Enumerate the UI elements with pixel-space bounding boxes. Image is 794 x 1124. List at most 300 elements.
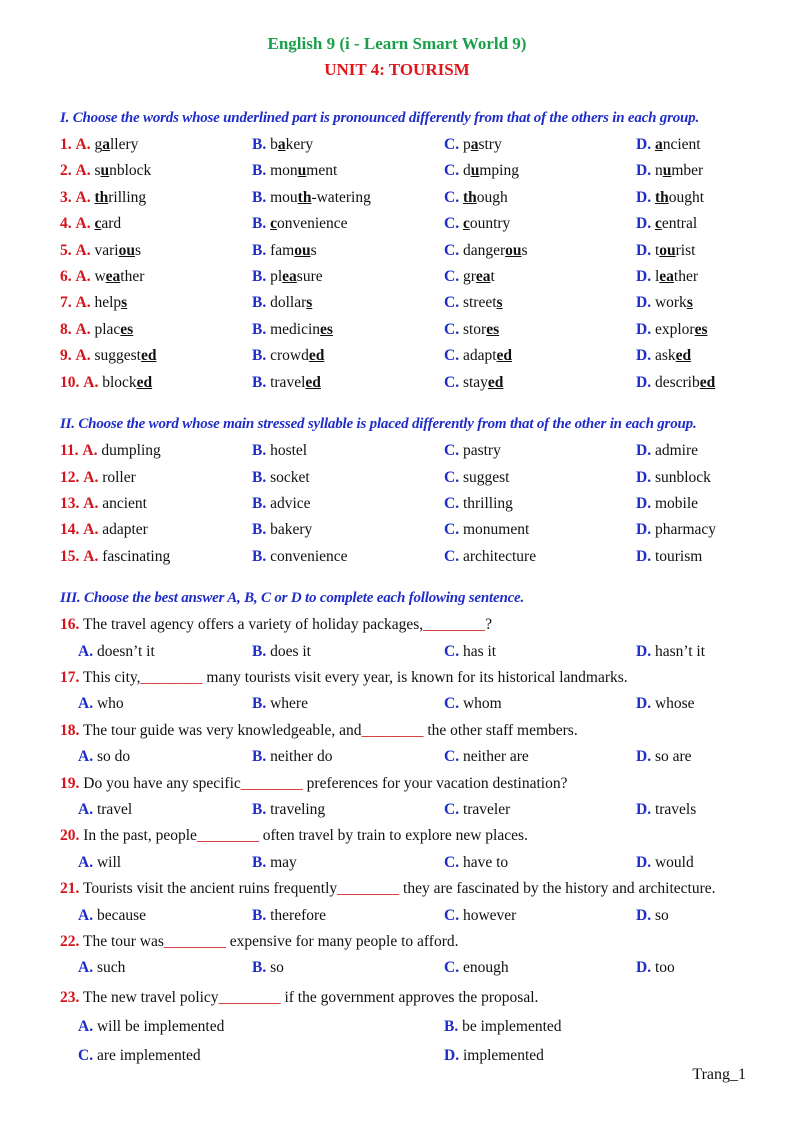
- option-text: however: [462, 907, 517, 924]
- option-word: admire: [654, 442, 698, 459]
- answer-option: [60, 136, 138, 154]
- option-word: sunblock: [654, 469, 711, 486]
- underlined-part: u: [297, 162, 307, 179]
- option-letter: C.: [444, 748, 460, 765]
- sentence-text: [60, 775, 567, 793]
- sentence-before: This city,: [82, 669, 141, 686]
- sentence-before: The tour was: [82, 933, 164, 950]
- option-letter: C.: [444, 268, 460, 285]
- question-number: 8.: [60, 321, 72, 338]
- underlined-part: ea: [282, 268, 297, 285]
- word-suffix: mping: [479, 162, 519, 179]
- underlined-part: ou: [505, 242, 522, 259]
- answer-option: [636, 347, 691, 365]
- option-letter: A.: [78, 643, 94, 660]
- answer-option: [252, 268, 323, 286]
- sentence-text: [60, 669, 628, 687]
- underlined-part: ea: [475, 268, 491, 285]
- answer-option: [252, 548, 348, 566]
- question-number: 21.: [60, 880, 80, 897]
- option-letter: D.: [636, 469, 652, 486]
- option-letter: C.: [444, 854, 460, 871]
- word-prefix: suggest: [94, 347, 141, 364]
- word-prefix: b: [270, 136, 278, 153]
- option-text: neither are: [462, 748, 529, 765]
- answer-option: [60, 162, 151, 180]
- option-letter: B.: [252, 469, 267, 486]
- question-row: [60, 374, 760, 396]
- answer-option: [636, 215, 697, 233]
- option-letter: D.: [636, 347, 652, 364]
- question-row: [60, 215, 760, 237]
- answer-blank: ________: [361, 722, 424, 739]
- sentence-before: Tourists visit the ancient ruins frequently: [82, 880, 338, 897]
- answer-option: [60, 521, 148, 539]
- option-text: doesn’t it: [96, 643, 155, 660]
- underlined-part: s: [496, 294, 503, 311]
- option-letter: C.: [444, 469, 460, 486]
- option-word: socket: [270, 469, 310, 486]
- option-letter: D.: [636, 801, 652, 818]
- option-letter: A.: [78, 854, 94, 871]
- question-row: [60, 189, 760, 211]
- option-letter: C.: [444, 695, 460, 712]
- underlined-part: ed: [496, 347, 513, 364]
- option-letter: C.: [444, 242, 460, 259]
- option-letter: D.: [444, 1047, 460, 1064]
- word-prefix: pl: [270, 268, 283, 285]
- answer-option: [636, 695, 695, 713]
- answer-row: [60, 801, 760, 823]
- question-row: [60, 548, 760, 570]
- option-text: traveling: [270, 801, 326, 818]
- option-letter: B.: [252, 643, 267, 660]
- question-number: 3.: [60, 189, 72, 206]
- underlined-part: ed: [305, 374, 321, 391]
- question-row: [60, 136, 760, 158]
- option-letter: B.: [252, 242, 267, 259]
- option-letter: A.: [78, 801, 94, 818]
- answer-option: [78, 854, 121, 872]
- option-letter: D.: [636, 442, 652, 459]
- underlined-part: c: [654, 215, 662, 232]
- option-word: bakery: [270, 521, 313, 538]
- option-letter: D.: [636, 495, 652, 512]
- answer-blank: ________: [163, 933, 226, 950]
- option-letter: D.: [636, 907, 652, 924]
- answer-option: [252, 695, 308, 713]
- option-letter: A.: [83, 548, 99, 565]
- question-row: [60, 162, 760, 184]
- answer-row: [60, 1018, 760, 1040]
- word-suffix: ncient: [662, 136, 701, 153]
- answer-blank: ________: [423, 616, 486, 633]
- option-word: suggest: [462, 469, 510, 486]
- option-word: dumpling: [101, 442, 161, 459]
- answer-option: [252, 374, 321, 392]
- option-word: fascinating: [102, 548, 171, 565]
- option-text: so: [654, 907, 669, 924]
- answer-option: [252, 136, 313, 154]
- section-3-heading: III. Choose the best answer A, B, C or D to complete each following sentence.: [60, 590, 525, 606]
- underlined-part: c: [462, 215, 470, 232]
- answer-option: [444, 469, 509, 487]
- option-letter: A.: [83, 521, 99, 538]
- question-number: 2.: [60, 162, 72, 179]
- answer-option: [252, 321, 333, 339]
- word-suffix: ought: [668, 189, 705, 206]
- section-1-heading: I. Choose the words whose underlined part is pronounced differently from that of the others in each group.: [60, 110, 700, 126]
- option-letter: B.: [252, 548, 267, 565]
- question-number: 18.: [60, 722, 80, 739]
- sentence-text: [60, 616, 492, 634]
- question-number: 13.: [60, 495, 80, 512]
- option-text: too: [654, 959, 675, 976]
- answer-option: [60, 215, 121, 233]
- option-letter: B.: [252, 854, 267, 871]
- answer-option: [444, 374, 503, 392]
- option-text: are implemented: [96, 1047, 201, 1064]
- underlined-part: es: [486, 321, 500, 338]
- answer-option: [444, 1047, 544, 1065]
- option-word: mobile: [654, 495, 699, 512]
- option-letter: D.: [636, 242, 652, 259]
- word-prefix: w: [94, 268, 106, 285]
- sentence-after: they are fascinated by the history and architecture.: [399, 880, 716, 897]
- option-text: so are: [654, 748, 692, 765]
- underlined-part: ed: [675, 347, 692, 364]
- question-row: [60, 495, 760, 517]
- option-letter: D.: [636, 548, 652, 565]
- option-letter: C.: [78, 1047, 94, 1064]
- option-letter: A.: [75, 136, 91, 153]
- option-letter: A.: [83, 374, 99, 391]
- option-text: who: [96, 695, 124, 712]
- word-suffix: ough: [476, 189, 508, 206]
- option-letter: D.: [636, 695, 652, 712]
- answer-row: [60, 854, 760, 876]
- sentence-text: [60, 933, 458, 951]
- sentence-after: if the government approves the proposal.: [280, 989, 539, 1006]
- answer-option: [444, 548, 536, 566]
- word-suffix: s: [134, 242, 141, 259]
- underlined-part: es: [320, 321, 333, 338]
- word-prefix: medicin: [270, 321, 321, 338]
- word-suffix: t: [490, 268, 495, 285]
- answer-option: [444, 242, 528, 260]
- option-text: hasn’t it: [654, 643, 706, 660]
- option-letter: B.: [252, 268, 267, 285]
- question-sentence: [60, 616, 760, 638]
- answer-option: [444, 748, 529, 766]
- option-letter: D.: [636, 136, 652, 153]
- word-prefix: stay: [462, 374, 488, 391]
- sentence-before: Do you have any specific: [83, 775, 241, 792]
- answer-option: [78, 695, 124, 713]
- word-prefix: work: [654, 294, 687, 311]
- option-word: monument: [462, 521, 530, 538]
- word-prefix: explor: [654, 321, 695, 338]
- word-suffix: ard: [101, 215, 122, 232]
- sentence-after: ?: [485, 616, 493, 633]
- page-number: Trang_1: [692, 1066, 746, 1083]
- answer-option: [636, 321, 707, 339]
- answer-option: [60, 374, 152, 392]
- option-letter: C.: [444, 374, 460, 391]
- answer-option: [444, 495, 513, 513]
- answer-option: [636, 162, 703, 180]
- option-text: implemented: [462, 1047, 544, 1064]
- answer-option: [636, 136, 701, 154]
- answer-option: [252, 854, 297, 872]
- answer-option: [78, 643, 155, 661]
- answer-option: [444, 959, 509, 977]
- word-prefix: d: [462, 162, 471, 179]
- answer-option: [252, 469, 310, 487]
- option-letter: D.: [636, 959, 652, 976]
- option-text: whom: [462, 695, 502, 712]
- question-sentence: [60, 827, 760, 849]
- option-word: advice: [270, 495, 311, 512]
- option-letter: C.: [444, 959, 460, 976]
- question-sentence: [60, 880, 760, 902]
- answer-blank: ________: [240, 775, 303, 792]
- option-letter: A.: [75, 294, 91, 311]
- underlined-part: ed: [140, 347, 157, 364]
- answer-option: [444, 321, 499, 339]
- option-word: thrilling: [462, 495, 513, 512]
- option-text: because: [96, 907, 147, 924]
- option-letter: D.: [636, 643, 652, 660]
- question-number: 12.: [60, 469, 80, 486]
- word-prefix: block: [102, 374, 137, 391]
- option-text: so: [270, 959, 284, 976]
- answer-option: [636, 801, 696, 819]
- question-sentence: [60, 669, 760, 691]
- question-row: [60, 442, 760, 464]
- answer-option: [444, 695, 502, 713]
- answer-option: [444, 643, 496, 661]
- option-letter: B.: [252, 374, 267, 391]
- word-prefix: adapt: [462, 347, 497, 364]
- question-number: 19.: [60, 775, 80, 792]
- answer-row: [60, 959, 760, 981]
- answer-option: [252, 959, 284, 977]
- option-text: therefore: [270, 907, 327, 924]
- option-letter: B.: [252, 321, 267, 338]
- option-letter: B.: [252, 959, 267, 976]
- option-letter: B.: [252, 215, 267, 232]
- option-text: be implemented: [462, 1018, 562, 1035]
- option-text: have to: [462, 854, 509, 871]
- underlined-part: c: [270, 215, 277, 232]
- underlined-part: es: [120, 321, 134, 338]
- word-prefix: plac: [94, 321, 121, 338]
- option-letter: A.: [75, 189, 91, 206]
- question-number: 11.: [60, 442, 79, 459]
- answer-option: [252, 189, 371, 207]
- answer-option: [636, 643, 705, 661]
- word-suffix: ther: [120, 268, 145, 285]
- underlined-part: u: [470, 162, 480, 179]
- option-letter: B.: [252, 136, 267, 153]
- option-letter: D.: [636, 748, 652, 765]
- question-number: 1.: [60, 136, 72, 153]
- answer-option: [444, 442, 501, 460]
- underlined-part: ou: [118, 242, 135, 259]
- option-word: convenience: [270, 548, 348, 565]
- option-letter: A.: [78, 748, 94, 765]
- underlined-part: th: [94, 189, 109, 206]
- underlined-part: s: [306, 294, 313, 311]
- answer-option: [444, 162, 519, 180]
- answer-option: [444, 347, 512, 365]
- option-letter: B.: [444, 1018, 459, 1035]
- question-number: 10.: [60, 374, 80, 391]
- option-letter: A.: [75, 268, 91, 285]
- option-letter: A.: [75, 162, 91, 179]
- answer-option: [252, 495, 311, 513]
- word-prefix: crowd: [270, 347, 309, 364]
- option-letter: A.: [75, 215, 91, 232]
- answer-option: [444, 1018, 562, 1036]
- option-text: has it: [462, 643, 497, 660]
- option-letter: C.: [444, 136, 460, 153]
- option-letter: C.: [444, 643, 460, 660]
- answer-option: [78, 748, 130, 766]
- option-letter: A.: [78, 695, 94, 712]
- word-suffix: s: [310, 242, 317, 259]
- option-letter: B.: [252, 347, 267, 364]
- underlined-part: th: [654, 189, 669, 206]
- answer-option: [636, 854, 694, 872]
- answer-option: [444, 268, 495, 286]
- answer-option: [444, 801, 510, 819]
- word-suffix: stry: [478, 136, 502, 153]
- answer-option: [636, 294, 693, 312]
- word-prefix: fam: [270, 242, 295, 259]
- option-letter: C.: [444, 347, 460, 364]
- answer-option: [60, 442, 161, 460]
- question-number: 22.: [60, 933, 80, 950]
- question-row: [60, 321, 760, 343]
- word-suffix: ountry: [469, 215, 511, 232]
- answer-option: [444, 521, 529, 539]
- answer-blank: ________: [196, 827, 259, 844]
- question-sentence: [60, 933, 760, 955]
- word-prefix: danger: [462, 242, 506, 259]
- option-text: enough: [462, 959, 509, 976]
- sentence-text: [60, 880, 716, 898]
- word-prefix: l: [654, 268, 660, 285]
- option-letter: D.: [636, 215, 652, 232]
- answer-option: [78, 1047, 201, 1065]
- answer-row: [60, 643, 760, 665]
- option-text: whose: [654, 695, 695, 712]
- question-number: 15.: [60, 548, 80, 565]
- option-letter: A.: [75, 347, 91, 364]
- word-prefix: street: [462, 294, 497, 311]
- option-letter: B.: [252, 695, 267, 712]
- answer-option: [636, 242, 695, 260]
- option-letter: C.: [444, 189, 460, 206]
- option-letter: C.: [444, 162, 460, 179]
- option-letter: B.: [252, 748, 267, 765]
- word-suffix: ther: [673, 268, 699, 285]
- answer-option: [636, 189, 704, 207]
- option-letter: B.: [252, 907, 267, 924]
- option-letter: D.: [636, 374, 652, 391]
- option-text: such: [96, 959, 126, 976]
- sentence-text: [60, 989, 538, 1007]
- answer-option: [60, 294, 127, 312]
- question-number: 5.: [60, 242, 72, 259]
- word-prefix: mon: [270, 162, 298, 179]
- underlined-part: ed: [308, 347, 325, 364]
- option-letter: B.: [252, 801, 267, 818]
- underlined-part: ea: [659, 268, 674, 285]
- word-prefix: t: [654, 242, 660, 259]
- underlined-part: a: [277, 136, 286, 153]
- answer-blank: ________: [218, 989, 281, 1006]
- option-letter: A.: [78, 907, 94, 924]
- option-word: tourism: [654, 548, 703, 565]
- option-letter: B.: [252, 495, 267, 512]
- option-text: where: [270, 695, 308, 712]
- underlined-part: s: [121, 294, 128, 311]
- option-letter: D.: [636, 189, 652, 206]
- answer-option: [60, 469, 136, 487]
- answer-option: [636, 469, 711, 487]
- word-prefix: mou: [270, 189, 298, 206]
- word-prefix: n: [654, 162, 663, 179]
- answer-option: [252, 521, 312, 539]
- underlined-part: a: [470, 136, 479, 153]
- option-word: hostel: [270, 442, 308, 459]
- answer-option: [636, 748, 692, 766]
- word-prefix: gr: [462, 268, 476, 285]
- answer-option: [636, 521, 716, 539]
- option-text: neither do: [270, 748, 333, 765]
- option-word: pastry: [462, 442, 501, 459]
- sentence-after: expensive for many people to afford.: [225, 933, 459, 950]
- word-prefix: vari: [94, 242, 119, 259]
- option-letter: A.: [75, 321, 91, 338]
- word-suffix: rilling: [108, 189, 147, 206]
- option-letter: A.: [78, 959, 94, 976]
- answer-option: [444, 136, 502, 154]
- sentence-before: The travel agency offers a variety of holiday packages,: [82, 616, 424, 633]
- option-letter: A.: [82, 442, 98, 459]
- answer-option: [252, 442, 307, 460]
- option-letter: D.: [636, 294, 652, 311]
- answer-row: [60, 748, 760, 770]
- option-letter: D.: [636, 162, 652, 179]
- underlined-part: th: [297, 189, 312, 206]
- word-suffix: mber: [671, 162, 704, 179]
- answer-option: [60, 321, 133, 339]
- sentence-after: preferences for your vacation destination?: [302, 775, 568, 792]
- word-prefix: travel: [270, 374, 306, 391]
- answer-option: [444, 189, 508, 207]
- answer-option: [252, 907, 326, 925]
- option-word: adapter: [102, 521, 148, 538]
- answer-option: [252, 294, 312, 312]
- underlined-part: u: [662, 162, 672, 179]
- word-prefix: dollar: [270, 294, 307, 311]
- question-row: [60, 242, 760, 264]
- question-number: 16.: [60, 616, 80, 633]
